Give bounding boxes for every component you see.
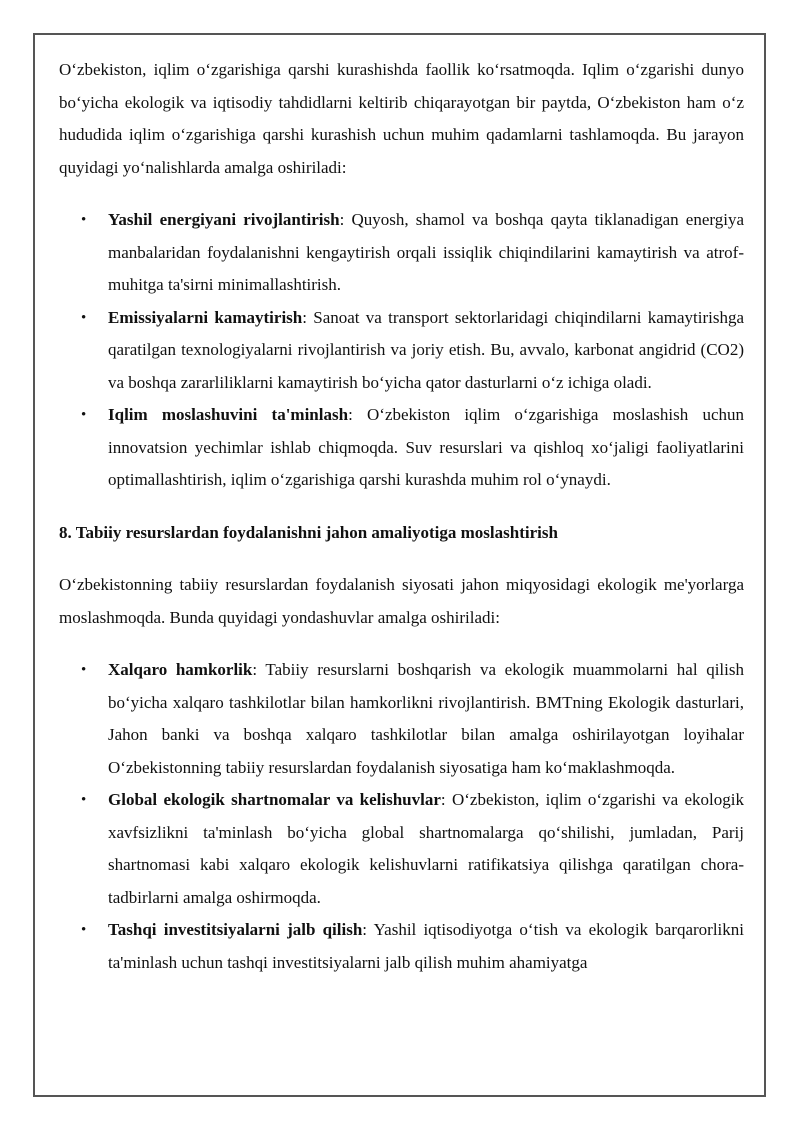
- global-approaches-list: [59, 654, 744, 979]
- bullet-icon: •: [81, 662, 87, 678]
- bullet-icon: •: [81, 212, 87, 228]
- list-item-text: : O‘zbekiston iqlim o‘zgarishiga moslashish uchun innovatsion yechimlar ishlab chiqmoqda. Suv resurslari va qishloq xo‘jaligi faoliyatlarini optimallashtirish, iqlim o‘zgarishiga qarshi kurashda muhim rol o‘ynaydi.: [108, 405, 744, 489]
- list-item-text: : Sanoat va transport sektorlaridagi chiqindilarni kamaytirishga qaratilgan texnologiyalarni rivojlantirish va joriy etish. Bu, avvalo, karbonat angidrid (CO2) va boshqa zararliliklarni kamaytirish bo‘yicha qator dasturlarni o‘z ichiga oladi.: [108, 307, 745, 392]
- list-item-term: Emissiyalarni kamaytirish: [108, 307, 303, 327]
- list-item: [59, 654, 744, 784]
- bullet-icon: •: [81, 309, 87, 326]
- climate-actions-list: [59, 204, 744, 497]
- bullet-icon: •: [81, 922, 87, 938]
- bullet-icon: •: [81, 407, 87, 423]
- list-item-term: Iqlim moslashuvini ta'minlash: [108, 405, 349, 424]
- list-item-term: Xalqaro hamkorlik: [108, 660, 253, 679]
- list-item: [59, 399, 744, 497]
- list-item-text: : Tabiiy resurslarni boshqarish va ekologik muammolarni hal qilish bo‘yicha xalqaro tashkilotlar bilan hamkorlikni rivojlantirish. BMTning Ekologik dasturlari, Jahon banki va boshqa xalqaro tashkilotlar bilan amalga oshirilayotgan loyihalar O‘zbekistonning tabiiy resurslardan foydalanish siyosatiga ham ko‘maklashmoqda.: [108, 660, 744, 777]
- list-item-term: Yashil energiyani rivojlantirish: [108, 210, 340, 229]
- list-item: [59, 914, 744, 979]
- bullet-icon: •: [81, 792, 87, 808]
- list-item-text: : Yashil iqtisodiyotga o‘tish va ekologik barqarorlikni ta'minlash uchun tashqi investitsiyalarni jalb qilish muhim ahamiyatga: [108, 920, 744, 972]
- list-item: [59, 302, 744, 400]
- section-heading: 8. Tabiiy resurslardan foydalanishni jahon amaliyotiga moslashtirish: [59, 522, 558, 542]
- list-item-term: Tashqi investitsiyalarni jalb qilish: [108, 920, 363, 939]
- list-item: [59, 784, 744, 914]
- list-item: [59, 204, 744, 302]
- list-item-term: Global ekologik shartnomalar va kelishuvlar: [108, 790, 441, 809]
- document-body: [59, 54, 744, 999]
- list-item-text: : O‘zbekiston, iqlim o‘zgarishi va ekologik xavfsizlikni ta'minlash bo‘yicha global shartnomalarga qo‘shilishi, jumladan, Parij shartnomasi kabi xalqaro ekologik kelishuvlarni ratifikatsiya qilishga qaratilgan chora-tadbirlarni amalga oshirmoqda.: [108, 790, 745, 907]
- intro-paragraph: O‘zbekiston, iqlim o‘zgarishiga qarshi kurashishda faollik ko‘rsatmoqda. Iqlim o‘zgarishi dunyo bo‘yicha ekologik va iqtisodiy tahdidlarni keltirib chiqarayotgan bir paytda, O‘zbekiston ham o‘z hududida iqlim o‘zgarishiga qarshi kurashish uchun muhim qadamlarni tashlamoqda. Bu jarayon quyidagi yo‘nalishlarda amalga oshiriladi:: [59, 60, 744, 177]
- section-intro-paragraph: O‘zbekistonning tabiiy resurslardan foydalanish siyosati jahon miqyosidagi ekologik me'yorlarga moslashmoqda. Bunda quyidagi yondashuvlar amalga oshiriladi:: [59, 575, 744, 627]
- list-item-text: : Quyosh, shamol va boshqa qayta tiklanadigan energiya manbalaridan foydalanishni kengaytirish orqali issiqlik chiqindilarini kamaytirish va atrof-muhitga ta'sirni minimallashtirish.: [108, 210, 744, 294]
- page-frame: [33, 33, 766, 1097]
